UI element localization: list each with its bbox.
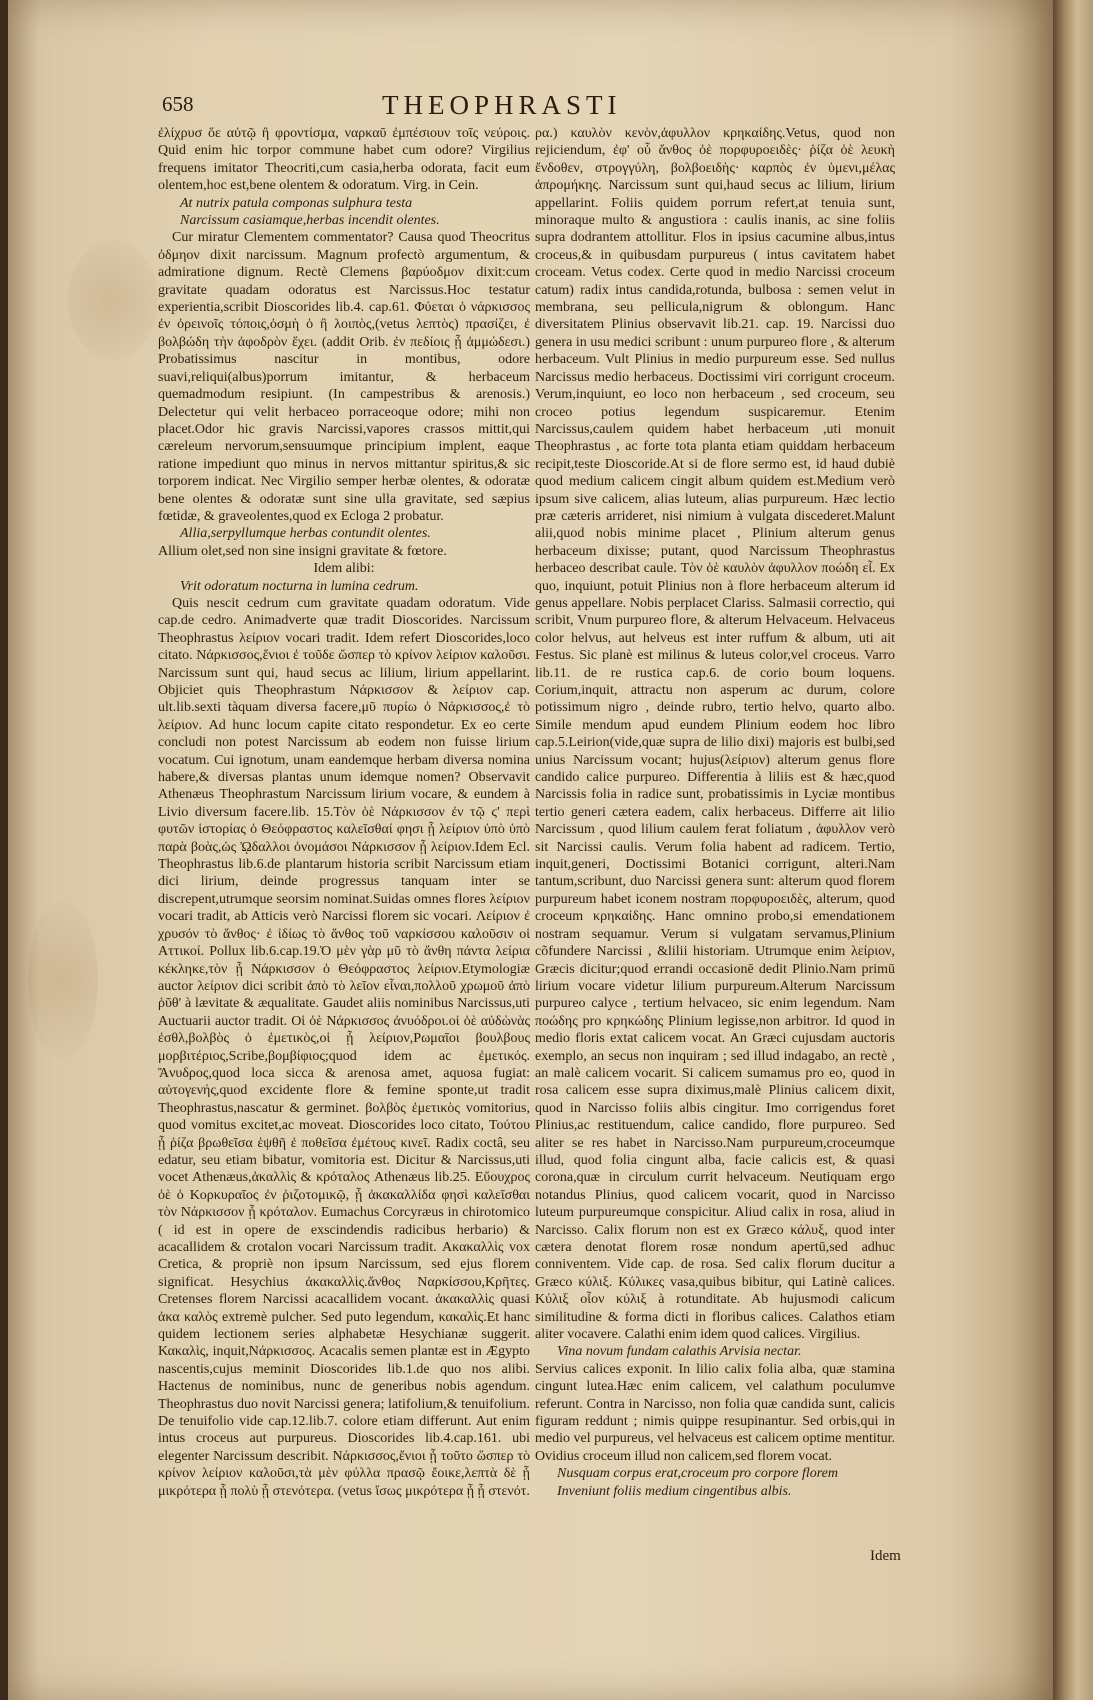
- running-title: THEOPHRASTI: [382, 90, 622, 120]
- paragraph: Cur miratur Clementem commentator? Causa quod Theocritus ὀδμηον dixit narcissum. Magnum profectò argumentum, & admiratione dignum. Rectè Clemens βαρύοδμον dixit:cum gravitate quadam odoratus est Narcissus.Hoc testatur experientia,scribit Dioscorides lib.4. cap.61. Φύεται ὁ νάρκισσος ἐν ὀρεινοῖς τόποις,ὀσμὴ ὁ ἢ λοιπὸς,(vetus λεπτὸς) πρασίζει, ἐ βολβώδη τὴν ἀφοδρὸν ἔχει. (addit Orib. ἐν πεδίοις ᾗ ἀμμώδεσι.) Probatissimus nascitur in montibus, odore suavi,reliqui(albus)porrum imitantur, & herbaceum quemadmodum resipiunt. (In campestribus & arenosis.) Delectetur qui velit herbaceo porraceoque odore; mihi non placet.Odor hic gravis Narcissi,vapores crassos mittit,qui cæreleum nervorum,sensuumque principium implent, eaque ratione impediunt quo minus in nervos mittantur spiritus,& sic torporem indicat. Nec Virgilio semper herbæ olentes, & odoratæ bene olentes & odoratæ sunt sine ulla gravitate, sed sæpius fœtidæ, & graveolentes,quod ex Ecloga 2 probatur.: [158, 230, 530, 524]
- paper-stain: [68, 240, 158, 360]
- left-text-column: [158, 125, 530, 1545]
- verse-line: Inveniunt foliis medium cingentibus albis.: [557, 1483, 792, 1499]
- page-number: 658: [162, 92, 194, 116]
- right-text-column: [535, 125, 895, 1545]
- verse-line: Narcissum casiamque,herbas incendit olentes.: [180, 213, 440, 229]
- paragraph: ἐλίχρυσ ὅε αὐτῷ ἢ φροντίσμα, ναρκαῦ ἐμπέσιουν τοῖς νεύροις. Quid enim hic torpor commune habet cum odore? Virgilius frequens imitator Theocriti,cum casia,herba odorata, facit eum olentem,hoc est,bene olentem & odoratum. Virg. in Cein.: [158, 126, 530, 194]
- verse-line: Vrit odoratum nocturna in lumina cedrum.: [180, 578, 419, 594]
- paragraph: ρα.) καυλὸν κενὸν,ἀφυλλον κρηκαίδης.Vetus, quod non rejiciendum, ἐφ' οὗ ἄνθος ὁὲ πορφυροειδὲς· ῥίζα ὁὲ λευκὴ ἔνδοθεν, στρογγύλη, βολβοειδὴς· καρπὸς ἐν ὑμενι,μέλας ἀπρομήκης. Narcissum sunt qui,haud secus ac lilium, lirium appellarint. Foliis quidem porrum refert,at tenuia sunt, minoraque multo & angustiora : caulis inanis, ac sine foliis supra dodrantem attollitur. Flos in ipsius cacumine albus,intus croceus,& in quibusdam purpureus ( intus cavitatem habet croceam. Vetus codex. Certe quod in medio Narcissi croceum catum) radix intus candida,rotunda, bulbosa : semen velut in membrana, seu pellicula,nigrum & oblongum. Hanc diversitatem Plinius observavit lib.21. cap. 19. Narcissi duo genera in usu medici scribunt : unum purpureo flore , & alterum herbaceum. Vult Plinius in medio purpureum esse. Sed nullus Narcissus medio herbaceus. Doctissimi viri corrigunt croceum. Verum,inquiunt, eo loco non herbaceum , sed croceum, seu croceo potius legendum suspicaremur. Etenim Narcissus,caulem quidem habet herbaceum ,uti monuit Theophrastus , ac forte tota planta etiam quiddam herbaceum recipit,teste Dioscoride.At si de flore sermo est, id haud dubiè quod medium calicem cingit album quidem est.Medium verò ipsum sive calicem, alias luteum, alias purpureum. Hæc lectio præ cæteris arrideret, nisi nimium à vulgata discederet.Malunt alii,quod nobis minime placet , Plinium alterum genus herbaceum dixisse; putant, quod Narcissum Theophrastus herbaceo describat caule. Τὸν ὁὲ καυλὸν ἀφυλλον ποώδη εἶ. Ex quo, inquiunt, potuit Plinius non à flore herbaceum alterum id genus appellare. Nobis perplacet Clariss. Salmasii correctio, qui scribit, Vnum purpureo flore, & alterum Helvaceum. Helvaceus color helvus, aut helveus est inter ruffum & album, uti ait Festus. Sic planè est milinus & luteus color,vel croceus. Varro lib.11. de re rustica cap.6. de corio boum loquens. Corium,inquit, attractu non asperum ac durum, colore potissimum nigro , deinde rubro, tertio helvo, quarto albo. Simile mendum apud eundem Plinium eodem hoc libro cap.5.Leirion(vide,quæ supra de lilio dixi) majoris est bulbi,sed unius Narcissum vocant; hujus(λείριον) alterum genus flore candido calice purpureo. Differentia à liliis est & hæc,quod Narcissis folia in radice sunt, probatissimis in Lyciæ montibus tertio generi cætera eadem, calix herbaceus. Differre ait lilio Narcissum , quod lilium caulem ferat foliatum , ἀφυλλον verò sit Narcissi caulis. Verum folia habent ad radicem. Tertio, inquit,generi, Doctissimi Botanici corrigunt, alteri.Nam tantum,scribunt, duo Narcissi genera sunt: alterum quod florem purpureum habet iconem nostram πορφυροειδὲς, alterum, quod croceum κρηκαίδης. Hanc omnino probo,si emendationem nostram sequamur. Verum si vulgatam servamus,Plinium cõfundere Narcissi , &lilii historiam. Utrumque enim λείριον, Græcis dicitur;quod errandi occasionē dedit Plinio.Nam primū lirium vocare videtur lilium purpureum.Alterum Narcissum purpureo calyce , tertium helvaceo, sic enim legendum. Nam ποώδης pro κρηκώδης Plinium legisse,non arbitror. Id quod in medio floris extat calicem vocat. An Græci cujusdam auctoris exemplo, an secus non inquiram ; sed illud indagabo, an rectè , an malè calicem vocarit. Si calicem sumamus pro eo, quod in rosa calicem esse supra diximus,malè Plinius calicem dixit, quod in Narcisso foliis albis cingitur. Imo corrigendus foret Plinius,ac restituendum, calice candido, flore purpureo. Sed aliter se res habet in Narcisso.Nam purpureum,croceumque illud, quod folia cingunt alba, facie calicis est, & quasi corona,quæ in circulum currit helvaceum. Neutiquam ergo notandus Plinius, quod calicem vocarit, quod in Narcisso luteum purpureumque conspicitur. Aliud calix in rosa, aliud in Narcisso. Calix florum non est ex Græco κάλυξ, quod inter cætera denotat florem rosæ nondum apertū,sed adhuc conniventem. Vide cap. de rosa. Sed calix florum ducitur a Græco κύλιξ. Κύλικες vasa,quibus bibitur, qui Latinè calices. Κύλιξ οἷον κύλιξ à rotunditate. Ab hujusmodi calicum similitudine & forma dicti in floribus calices. Calathos etiam aliter vocavere. Calathi enim idem quod calices. Virgilius.: [535, 126, 895, 1343]
- paper-stain: [28, 900, 98, 1060]
- paragraph: Servius calices exponit. In lilio calix folia alba, quæ stamina cingunt lutea.Hæc enim calicem, vel calathum poculumve referunt. Contra in Narcisso, non folia quæ candida sunt, calicis figuram reddunt ; nimis quippe resupinantur. Sed orbis,qui in medio vel purpureus, vel helvaceus est calicem optime mentitur. Ovidius croceum illud non calicem,sed florem vocat.: [535, 1361, 895, 1464]
- paragraph: Quis nescit cedrum cum gravitate quadam odoratum. Vide cap.de cedro. Animadverte quæ tradit Dioscorides. Narcissum Theophrastus λείριον vocari tradit. Idem refert Dioscorides,loco citato. Νάρκισσος,ἔνιοι ἐ τοῦδε ὥσπερ τὸ κρίνον λείριον καλοῦσι. Narcissum sunt qui, haud secus ac lilium, lirium appellarint. Objiciet quis Theophrastum Νάρκισσον & λείριον cap. ult.lib.sexti tàquam diversa facere,μῦ πυρίω ὁ Νάρκισσος,ἐ τὸ λείριον. Ad hunc locum capite citato respondetur. Ex eo certe concludi non potest Narcissum ab eodem non fuisse lirium vocatum. Cui ignotum, unam eandemque herbam diversa nomina habere,& diversas plantas unum idemque nomen? Observavit Athenæus Theophrastum Narcissum lirium vocare, & eundem à Livio diversum facere.lib. 15.Τὸν ὁὲ Νάρκισσον ἐν τῷ ϛ' περὶ φυτῶν ἱστορίας ὁ Θεόφραστος καλεῖσθαί φησι ᾗ λείριον ὑπὸ ὑπὸ παρὰ βοὰς,ὡς ᾨδαλλοι ὀνομάσοι Νάρκισσον ᾗ λείριον.Idem Ecl. Theophrastus lib.6.de plantarum historia scribit Narcissum etiam dici lirium, deinde progressus tanquam inter se discrepent,utrumque seorsim nominat.Suidas omnes flores λείριον vocari tradit, ab Atticis verò Narcissi florem sic vocari. Λείριον ἐ χρυσόν τὸ ἄνθος· ἐ ἰδίως τὸ ἄνθος τοῦ ναρκίσσου καλοῦσιν οἱ Αττικοί. Pollux lib.6.cap.19.Ὁ μὲν γὰρ μῦ τὸ ἄνθη πάντα λείρια κέκληκε,τὸν ᾗ Νάρκισσον ὁ Θεόφραστος λείριον.Etymologiæ auctor λείριον dici scribit ἀπὸ τὸ λεῖον εἶναι,πολλοῦ χρωμοῦ ἀπὸ ῥῦθ' à lævitate & æqualitate. Gaudet aliis nominibus Narcissus,uti Auctuarii auctor tradit. Οἱ ὁὲ Νάρκισσος ἀνυόδροι.οἱ ὁὲ αὐδὼνὰς ἐσθλ,βολβὸς ὁ ἐμετικὸς,οἱ ᾗ λείριον,Ρωμαῖοι βουλβους μορβιτέριος,Scribe,βομβίφιος;quod idem ac ἐμετικός. Ἄνυδρος,quod loca sicca & arenosa amet, aquosa fugiat: αὐτογενής,quod excidente flore & femine sponte,ut tradit Theophrastus,nascatur & germinet. βολβὸς ἐμετικὸς vomitorius, quod vomitus excitet,ac moveat. Dioscorides loco citato, Τούτου ᾗ ῥίζα βρωθεῖσα ἑψθῆ ἐ ποθεῖσα ἐμέτους κινεῖ. Radix coctâ, seu edatur, seu etiam bibatur, vomitoria est. Dicitur & Narcissus,uti vocet Athenæus,ἀκαλλὶς & κρόταλος Athenæus lib.25. Εὔουχρος ὁὲ ὁ Κορκυραῖος ἐν ῥιζοτομικῷ, ᾗ ἀκακαλλίδα φησὶ καλεῖσθαι τὸν Νάρκισσον ᾗ κρόταλον. Eumachus Corcyræus in chirotomico ( id est in opere de exscindendis radicibus herbario) & acacallidem & crotalon vocari Narcissum tradit. Ακακαλλὶς vox Cretica, & propriè non ipsum Narcissum, sed ejus florem significat. Hesychius ἀκακαλλὶς.ἄνθος Ναρκίσσου,Κρῆτες. Cretenses florem Narcissi acacallidem vocant. ἀκακαλλὶς quasi ἀκα καλὸς extremè pulcher. Sed puto legendum, κακαλὶς.Et hanc quidem lectionem series alphabetæ Hesychianæ suggerit. Κακαλὶς, inquit,Νάρκισσος. Acacalis semen plantæ est in Ægypto nascentis,cujus meminit Dioscorides lib.1.de quo nos alibi. Hactenus de nominibus, nunc de generibus nobis agendum. Theophrastus duo novit Narcissi genera; latifolium,& tenuifolium. De tenuifolio vide cap.12.lib.7. colore etiam differunt. Aut enim intus croceus aut purpureus. Dioscorides lib.4.cap.161. ubi elegenter Narcissum describit. Νάρκισσος,ἔνιοι ᾗ τοῦτο ὥσπερ τὸ κρίνον λείριον καλοῦσι,τὰ μὲν φύλλα πρασῷ ἔοικε,λεπτὰ δὲ ᾗ μικρότερα ᾗ πολὺ ᾗ στενότερα. (vetus ἴσως μικρότερα ᾗ ᾗ στενότ.: [158, 595, 530, 1499]
- verse-line: Allia,serpyllumque herbas contundit olentes.: [180, 526, 431, 542]
- book-gutter: [1053, 0, 1093, 1700]
- verse-line: Nusquam corpus erat,croceum pro corpore florem: [557, 1466, 839, 1482]
- section-heading: Idem alibi:: [313, 561, 375, 577]
- page-header: [150, 92, 1010, 122]
- verse-line: At nutrix patula componas sulphura testa: [180, 195, 413, 211]
- catchword: Idem: [870, 1548, 901, 1564]
- paragraph: Allium olet,sed non sine insigni gravitate & fœtore.: [158, 543, 447, 559]
- verse-line: Vina novum fundam calathis Arvisia nectar.: [557, 1344, 802, 1360]
